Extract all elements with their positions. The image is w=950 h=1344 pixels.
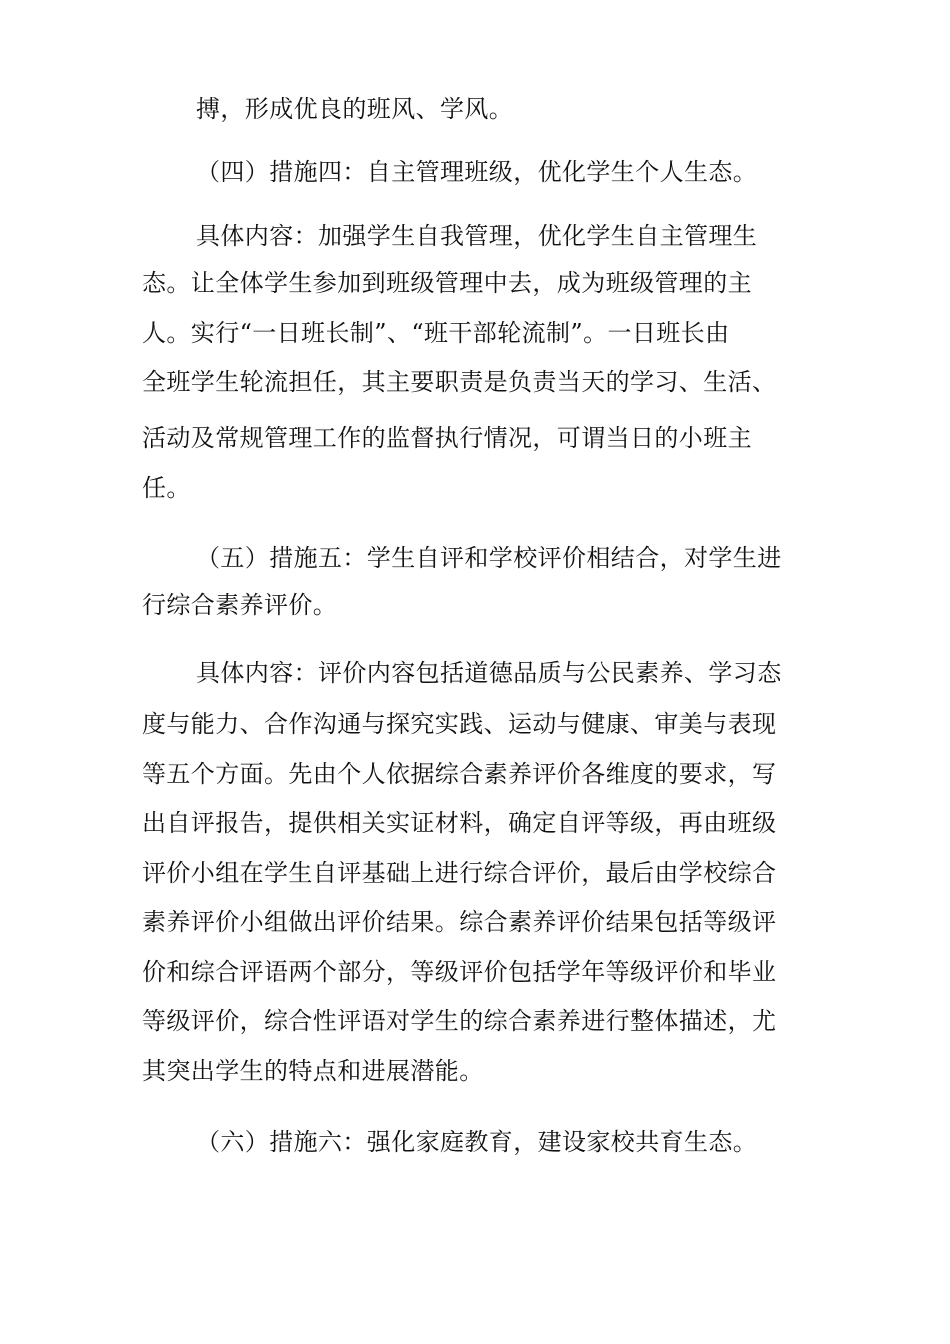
heading-measure-6: （六）措施六：强化家庭教育，建设家校共育生态。 — [196, 1128, 758, 1156]
text-line-10: 行综合素养评价。 — [142, 591, 338, 619]
text-line-4: 态。让全体学生参加到班级管理中去，成为班级管理的主 — [142, 269, 752, 297]
heading-measure-5: （五）措施五：学生自评和学校评价相结合，对学生进 — [196, 544, 782, 572]
text-line-15: 评价小组在学生自评基础上进行综合评价，最后由学校综合 — [142, 859, 777, 887]
text-line-7: 活动及常规管理工作的监督执行情况，可谓当日的小班主 — [142, 424, 752, 452]
text-line-1: 搏，形成优良的班风、学风。 — [196, 95, 514, 123]
text-line-11: 具体内容：评价内容包括道德品质与公民素养、学习态 — [196, 659, 782, 687]
text-line-13: 等五个方面。先由个人依据综合素养评价各维度的要求，写 — [142, 760, 777, 788]
text-line-3: 具体内容：加强学生自我管理，优化学生自主管理生 — [196, 222, 758, 250]
text-line-12: 度与能力、合作沟通与探究实践、运动与健康、审美与表现 — [142, 710, 777, 738]
text-line-14: 出自评报告，提供相关实证材料，确定自评等级，再由班级 — [142, 809, 777, 837]
text-line-19: 其突出学生的特点和进展潜能。 — [142, 1057, 484, 1085]
text-line-16: 素养评价小组做出评价结果。综合素养评价结果包括等级评 — [142, 908, 777, 936]
text-line-18: 等级评价，综合性评语对学生的综合素养进行整体描述，尤 — [142, 1007, 777, 1035]
text-line-5: 人。实行“一日班长制”、“班干部轮流制”。一日班长由 — [142, 319, 730, 347]
text-line-6: 全班学生轮流担任，其主要职责是负责当天的学习、生活、 — [142, 368, 777, 396]
heading-measure-4: （四）措施四：自主管理班级，优化学生个人生态。 — [196, 158, 758, 186]
text-line-8: 任。 — [142, 474, 191, 502]
text-line-17: 价和综合评语两个部分，等级评价包括学年等级评价和毕业 — [142, 958, 777, 986]
